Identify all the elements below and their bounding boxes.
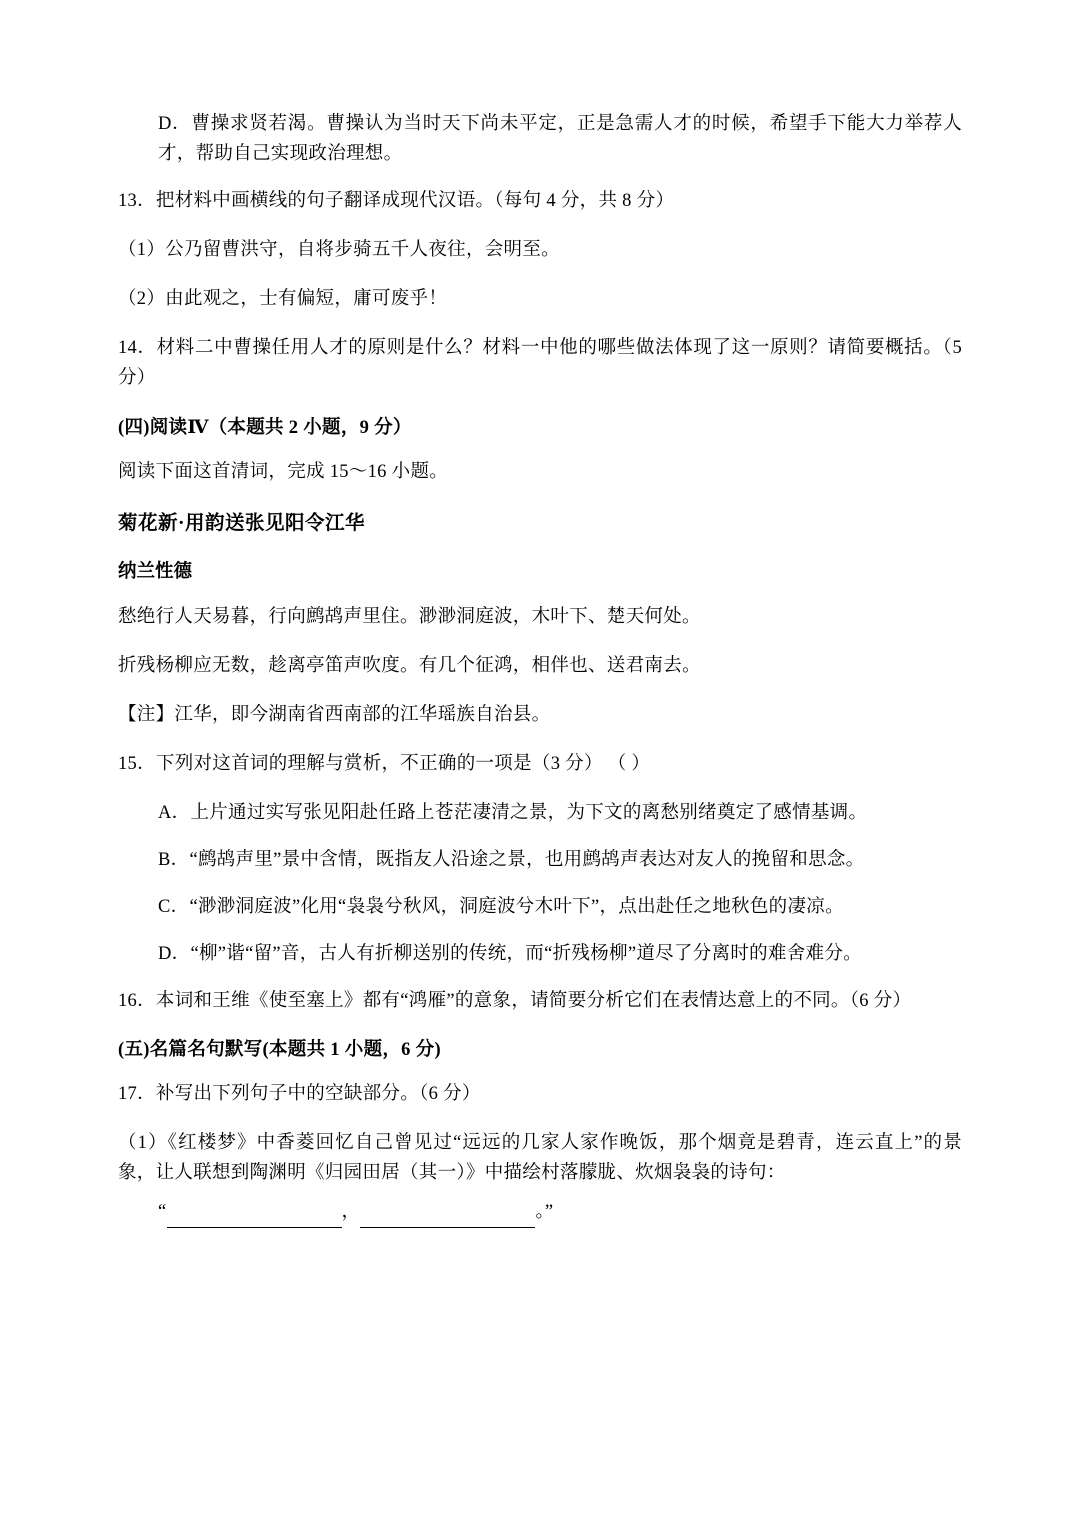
answer-option-a-q15: A．上片通过实写张见阳赴任路上苍茫凄清之景，为下文的离愁别绪奠定了感情基调。 <box>158 802 868 823</box>
blank-line-2[interactable] <box>360 1207 535 1228</box>
blank-separator: ， <box>341 1202 361 1223</box>
answer-option-d-q15: D．“柳”谐“留”音，古人有折柳送别的传统，而“折残杨柳”道尽了分离时的难舍难分。 <box>158 943 862 964</box>
poem-author: 纳兰性德 <box>118 561 193 582</box>
poem-line-2: 折残杨柳应无数，趁离亭笛声吹度。有几个征鸿，相伴也、送君南去。 <box>118 655 701 676</box>
poem-title: 菊花新·用韵送张见阳令江华 <box>118 512 366 534</box>
question-15: 15．下列对这首词的理解与赏析，不正确的一项是（3 分） （ ） <box>118 753 651 774</box>
poem-line-1: 愁绝行人天易暮，行向鹧鸪声里住。渺渺洞庭波，木叶下、楚天何处。 <box>118 606 701 627</box>
section-four-lead: 阅读下面这首清词，完成 15～16 小题。 <box>118 461 449 482</box>
question-14: 14．材料二中曹操任用人才的原则是什么？材料一中他的哪些做法体现了这一原则？请简要概括。（5 分） <box>118 337 962 388</box>
answer-option-c-q15: C．“渺渺洞庭波”化用“袅袅兮秋风，洞庭波兮木叶下”，点出赴任之地秋色的凄凉。 <box>158 896 844 917</box>
question-17: 17．补写出下列句子中的空缺部分。（6 分） <box>118 1084 481 1105</box>
question-16: 16．本词和王维《使至塞上》都有“鸿雁”的意象，请简要分析它们在表情达意上的不同。（6 分） <box>118 990 912 1011</box>
close-quote: 。” <box>535 1202 554 1223</box>
fill-in-blank-row <box>118 1198 962 1228</box>
answer-option-d-q12: D．曹操求贤若渴。曹操认为当时天下尚未平定，正是急需人才的时候，希望手下能大力举荐人才，帮助自己实现政治理想。 <box>158 114 962 164</box>
question-13-sub-2: （2）由此观之，士有偏短，庸可废乎！ <box>118 288 448 309</box>
question-13: 13．把材料中画横线的句子翻译成现代汉语。（每句 4 分，共 8 分） <box>118 190 675 211</box>
section-heading-five: (五)名篇名句默写(本题共 1 小题，6 分) <box>118 1040 441 1061</box>
poem-note: 【注】江华，即今湖南省西南部的江华瑶族自治县。 <box>118 704 551 725</box>
blank-line-1[interactable] <box>167 1207 342 1228</box>
section-heading-four: (四)阅读Ⅳ（本题共 2 小题，9 分） <box>118 417 412 438</box>
question-17-sub-1: （1）《红楼梦》中香菱回忆自己曾见过“远远的几家人家作晚饭，那个烟竟是碧青，连云直上”的景象，让人联想到陶渊明《归园田居（其一）》中描绘村落朦胧、炊烟袅袅的诗句： <box>118 1133 962 1184</box>
open-quote: “ <box>158 1202 167 1223</box>
question-13-sub-1: （1）公乃留曹洪守，自将步骑五千人夜往，会明至。 <box>118 239 560 260</box>
answer-option-b-q15: B．“鹧鸪声里”景中含情，既指友人沿途之景，也用鹧鸪声表达对友人的挽留和思念。 <box>158 849 865 870</box>
